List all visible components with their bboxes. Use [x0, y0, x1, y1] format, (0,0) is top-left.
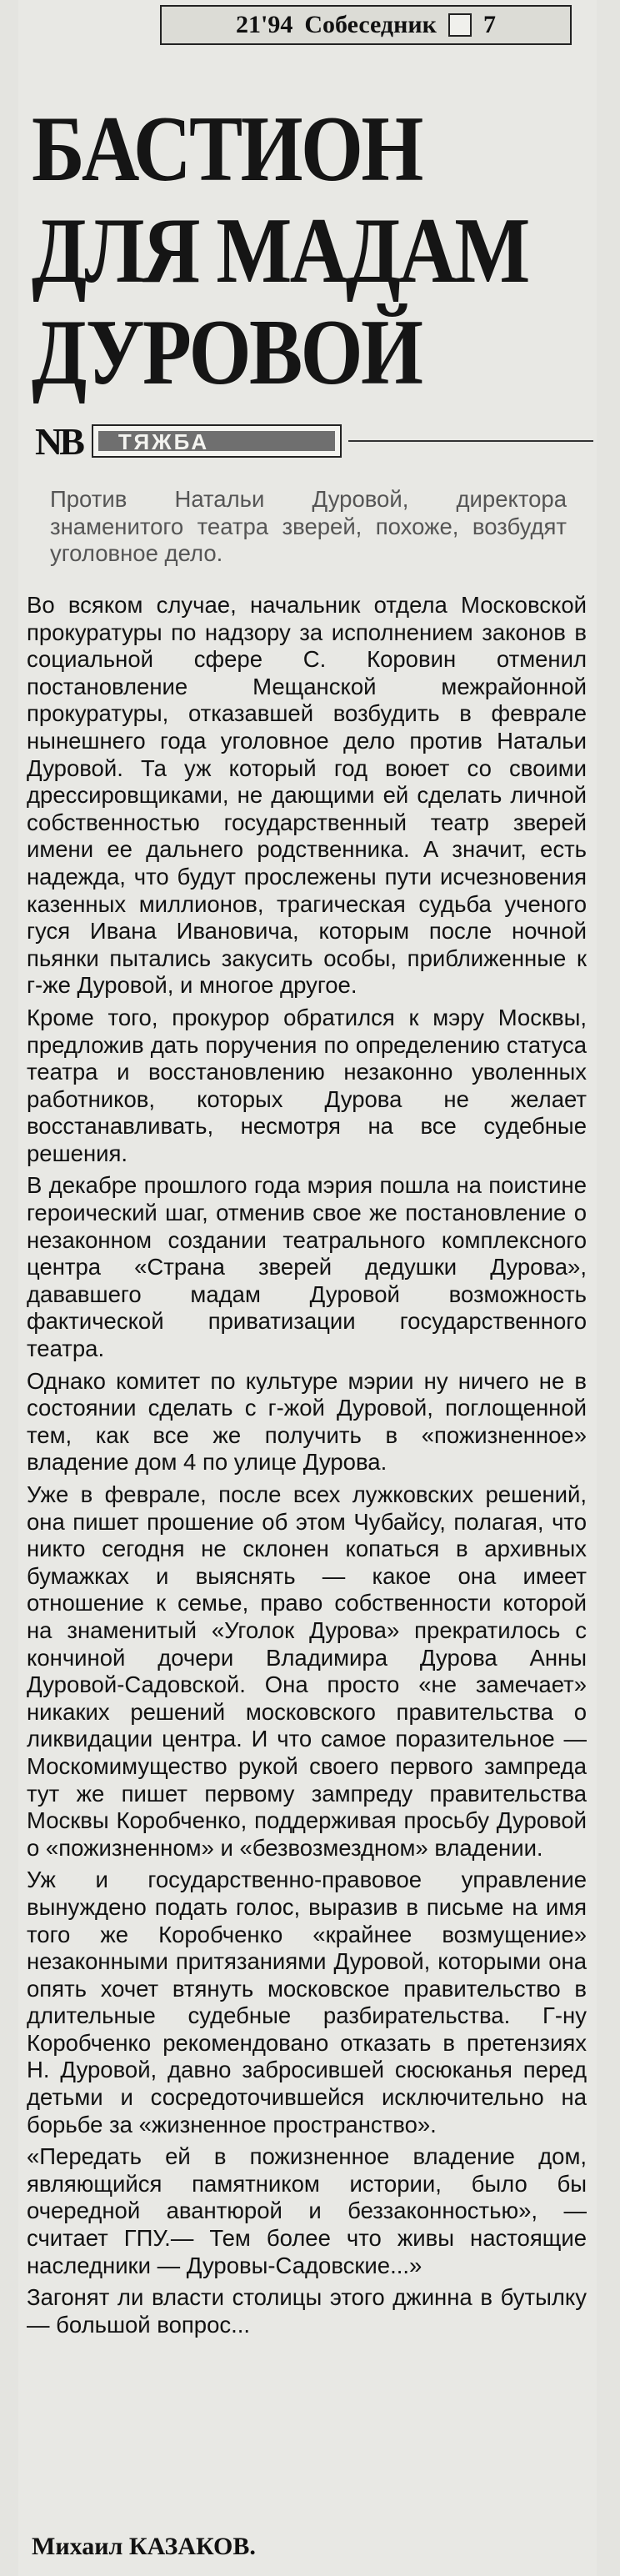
rubric-row	[35, 421, 593, 461]
paragraph: Однако комитет по культуре мэрии ну ничего не в состоянии сделать с г-жой Дуровой, поглощенной тем, как все же получить в «пожизненное» владение дом 4 по улице Дурова.	[27, 1367, 587, 1476]
issue-number: 21'94	[236, 11, 293, 38]
author-signature: Михаил КАЗАКОВ.	[32, 2533, 256, 2560]
headline-line-3: ДУРОВОЙ	[32, 301, 422, 404]
article-lead: Против Натальи Дуровой, директора знаменитого театра зверей, похоже, возбудят уголовное дело.	[50, 486, 567, 566]
paragraph: В декабре прошлого года мэрия пошла на поистине героический шаг, отменив свое же постановление о незаконном создании театрального комплексного центра «Страна зверей дедушки Дурова», дававшего мадам Дуровой возможность фактической приватизации государственного театра.	[27, 1172, 587, 1362]
headline-line-1: БАСТИОН	[32, 98, 422, 201]
paragraph: Кроме того, прокурор обратился к мэру Москвы, предложив дать поручения по определению статуса театра и восстановлению незаконно уволенных работников, которых Дурова не желает восстанавливать, несмотря на все судебные решения.	[27, 1004, 587, 1166]
article-body	[27, 592, 587, 2343]
publication-name: Собеседник	[304, 11, 437, 38]
paragraph: «Передать ей в пожизненное владение дом, являющийся памятником истории, было бы очередной авантюрой и беззаконностью», — считает ГПУ.— Тем более что живы настоящие наследники — Дуровы-Садовские...»	[27, 2143, 587, 2278]
paragraph: Во всяком случае, начальник отдела Московской прокуратуры по надзору за исполнением законов в социальной сфере С. Коровин отменил постановление Мещанской межрайонной прокуратуры, отказавшей возбудить в феврале нынешнего года уголовное дело против Натальи Дуровой. Та уж который год воюет со своими дрессировщиками, не дающими ей сделать личной собственностью государственный театр зверей имени ее дальнего родственника. А значит, есть надежда, что будут прослежены пути исчезновения казенных миллионов, трагическая судьба ученого гуся Ивана Ивановича, которым после ночной пьянки пытались закусить особы, приближенные к г-же Дуровой, и многое другое.	[27, 592, 587, 999]
headline-line-2: ДЛЯ МАДАМ	[32, 199, 528, 303]
article-headline	[32, 98, 528, 404]
rubric-label-box	[92, 424, 342, 458]
square-box-icon	[448, 13, 472, 37]
rubric-label: ТЯЖБА	[118, 429, 210, 454]
paragraph: Уже в феврале, после всех лужковских решений, она пишет прошение об этом Чубайсу, полагая, что никто сегодня не склонен копаться в архивных бумажках и выяснять — какое она имеет отношение к семье, право собственности которой на знаменитый «Уголок Дурова» прекратилось с кончиной дочери Владимира Дурова Анны Дуровой-Садовской. Она просто «не замечает» никаких решений московского правительства о ликвидации центра. И что самое поразительное — Москомимущество рукой своего первого зампреда тут же пишет первому зампреду правительства Москвы Коробченко, поддерживая просьбу Дуровой о «пожизненном» и «безвозмездном» владении.	[27, 1481, 587, 1861]
page-header	[160, 5, 572, 45]
paragraph: Загонят ли власти столицы этого джинна в бутылку — большой вопрос...	[27, 2284, 587, 2338]
paragraph: Уж и государственно-правовое управление вынуждено подать голос, выразив в письме на имя того же Коробченко «крайнее возмущение» незаконными притязаниями Дуровой, которыми она опять хочет втянуть московское правительство в длительные судебные разбирательства. Г-ну Коробченко рекомендовано отказать в претензиях Н. Дуровой, давно забросившей сюсюканья перед детьми и сосредоточившейся исключительно на борьбе за «жизненное пространство».	[27, 1867, 587, 2137]
rubric-divider	[348, 440, 593, 442]
nb-logo: NB	[35, 419, 82, 463]
page-number: 7	[482, 11, 496, 38]
newspaper-page	[18, 0, 597, 2576]
